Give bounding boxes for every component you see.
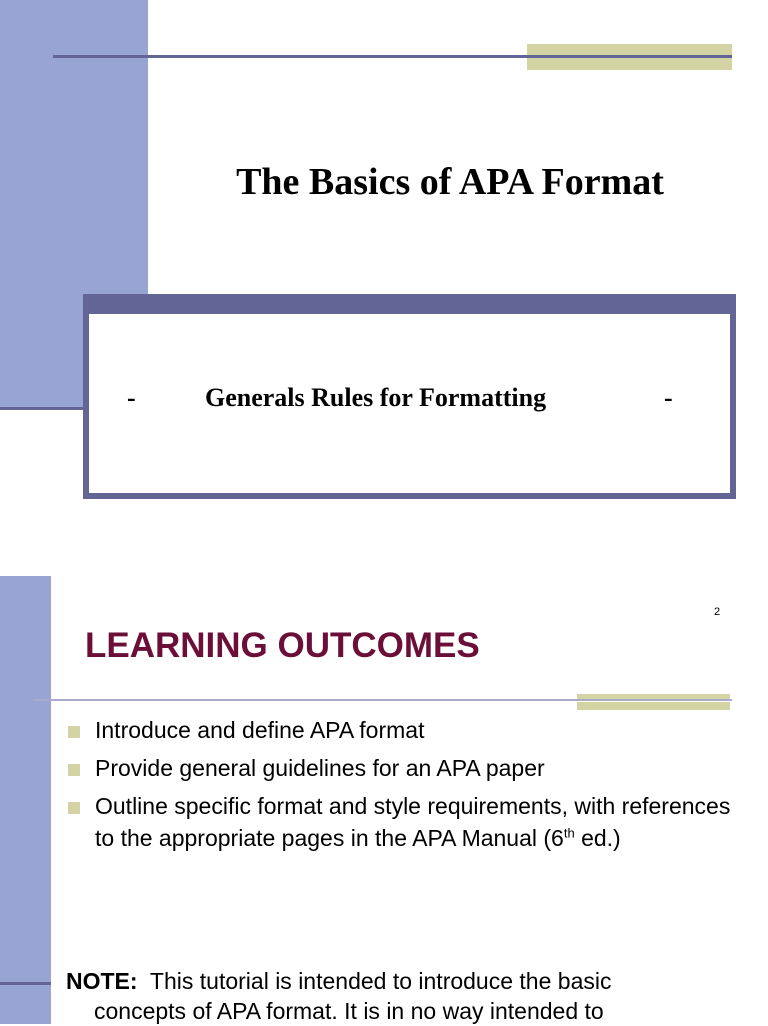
page-number: 2 xyxy=(714,606,721,618)
list-item xyxy=(68,790,738,854)
learning-outcomes-list xyxy=(68,714,738,860)
square-bullet-icon xyxy=(68,726,80,738)
note-line-1 xyxy=(66,966,746,996)
slide2-sidebar xyxy=(0,576,51,1024)
slide1-accent-bar-lower xyxy=(527,58,732,70)
list-item xyxy=(68,714,738,746)
square-bullet-icon xyxy=(68,802,80,814)
subtitle-dash-right: - xyxy=(664,383,673,412)
slide2-heading-rule xyxy=(33,699,732,701)
slide1-accent-bar-upper xyxy=(527,44,732,55)
note-text-1: This tutorial is intended to introduce the basic xyxy=(137,968,612,994)
list-item xyxy=(68,752,738,784)
list-item-text: Outline specific format and style requirements, with references to the appropriate pages in the APA Manual (6 xyxy=(95,793,731,851)
subtitle-dash-left: - xyxy=(127,383,136,412)
note-label: NOTE: xyxy=(66,968,138,994)
slide2-accent-bar-lower xyxy=(577,702,730,710)
slide2-accent-bar-upper xyxy=(577,694,730,699)
note-paragraph xyxy=(66,966,746,1026)
slide1-title: The Basics of APA Format xyxy=(236,161,664,203)
list-item-text: Introduce and define APA format xyxy=(95,717,425,743)
superscript: th xyxy=(563,825,575,841)
slide1-subtitle: Generals Rules for Formatting xyxy=(205,383,547,412)
note-line-2: concepts of APA format. It is in no way intended to xyxy=(94,998,604,1024)
square-bullet-icon xyxy=(68,764,80,776)
slide1-sidebar-rule xyxy=(0,407,86,410)
slide2-sidebar-rule xyxy=(0,982,51,985)
list-item-text-end: ed.) xyxy=(574,825,621,851)
slide2-heading: LEARNING OUTCOMES xyxy=(85,626,480,665)
list-item-text: Provide general guidelines for an APA paper xyxy=(95,755,545,781)
